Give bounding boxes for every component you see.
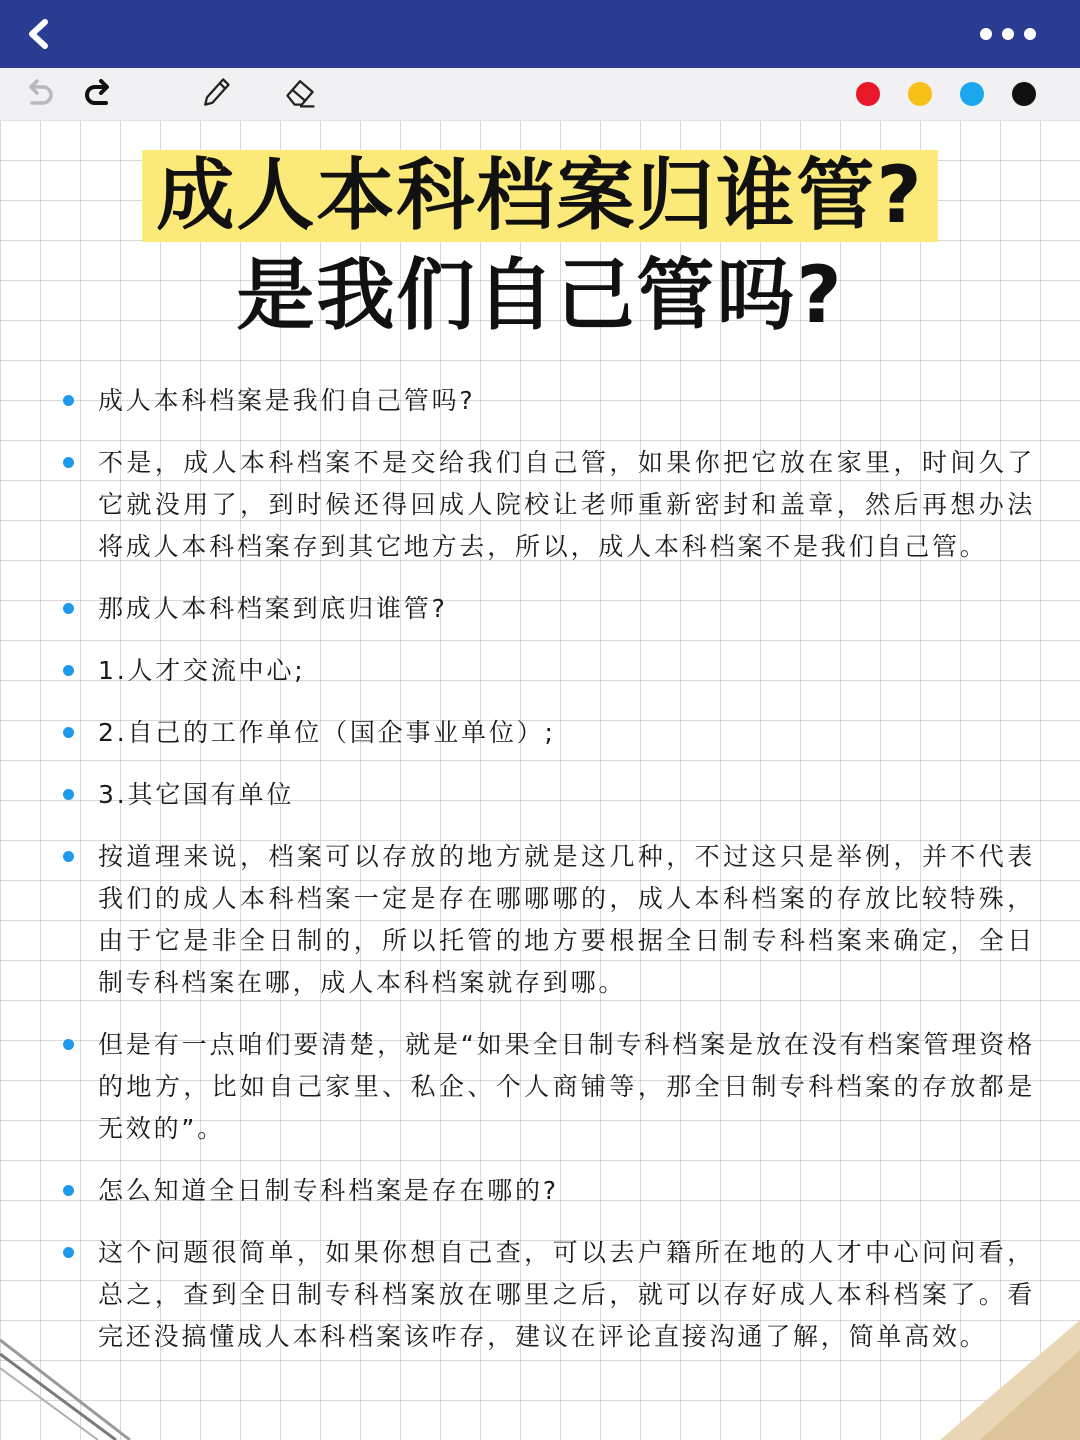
back-button[interactable] xyxy=(8,0,68,68)
color-blue-swatch[interactable] xyxy=(960,82,984,106)
more-options-button[interactable] xyxy=(980,0,1036,68)
list-item: 1.人才交流中心; xyxy=(60,650,1035,692)
list-item: 但是有一点咱们要清楚，就是“如果全日制专科档案是放在没有档案管理资格的地方，比如自己家里、私企、个人商铺等，那全日制专科档案的存放都是无效的”。 xyxy=(60,1024,1035,1150)
pencil-tool-button[interactable] xyxy=(198,74,234,110)
pencil-decoration-icon xyxy=(0,1330,140,1440)
content-list xyxy=(60,380,1035,1378)
list-item: 2.自己的工作单位（国企事业单位）; xyxy=(60,712,1035,754)
list-item: 怎么知道全日制专科档案是存在哪的? xyxy=(60,1170,1035,1212)
bullet-icon xyxy=(63,395,74,406)
more-dot-icon xyxy=(980,28,992,40)
list-item: 按道理来说，档案可以存放的地方就是这几种，不过这只是举例，并不代表我们的成人本科档案一定是存在哪哪哪的，成人本科档案的存放比较特殊，由于它是非全日制的，所以托管的地方要根据全日制专科档案来确定，全日制专科档案在哪，成人本科档案就存到哪。 xyxy=(60,836,1035,1004)
top-nav-bar xyxy=(0,0,1080,68)
list-item: 这个问题很简单，如果你想自己查，可以去户籍所在地的人才中心问问看，总之，查到全日制专科档案放在哪里之后，就可以存好成人本科档案了。看完还没搞懂成人本科档案该咋存，建议在评论直接沟通了解，简单高效。 xyxy=(60,1232,1035,1358)
bullet-icon xyxy=(63,665,74,676)
pencil-icon xyxy=(198,72,234,112)
bullet-icon xyxy=(63,851,74,862)
paper-corner-decoration-icon xyxy=(930,1310,1080,1440)
list-item: 3.其它国有单位 xyxy=(60,774,1035,816)
chevron-left-icon xyxy=(23,17,53,51)
color-red-swatch[interactable] xyxy=(856,82,880,106)
bullet-icon xyxy=(63,457,74,468)
eraser-icon xyxy=(282,72,318,112)
redo-icon xyxy=(81,77,115,111)
color-black-swatch[interactable] xyxy=(1012,82,1036,106)
list-item: 不是，成人本科档案不是交给我们自己管，如果你把它放在家里，时间久了它就没用了，到时候还得回成人院校让老师重新密封和盖章，然后再想办法将成人本科档案存到其它地方去，所以，成人本科档案不是我们自己管。 xyxy=(60,442,1035,568)
page-title-line-2: 是我们自己管吗? xyxy=(236,251,844,341)
more-dot-icon xyxy=(1002,28,1014,40)
undo-icon xyxy=(23,77,57,111)
bullet-icon xyxy=(63,727,74,738)
list-item: 成人本科档案是我们自己管吗? xyxy=(60,380,1035,422)
undo-button[interactable] xyxy=(22,76,58,112)
bullet-icon xyxy=(63,789,74,800)
list-item: 那成人本科档案到底归谁管? xyxy=(60,588,1035,630)
bullet-icon xyxy=(63,1185,74,1196)
color-yellow-swatch[interactable] xyxy=(908,82,932,106)
redo-button[interactable] xyxy=(80,76,116,112)
more-dot-icon xyxy=(1024,28,1036,40)
eraser-tool-button[interactable] xyxy=(282,74,318,110)
bullet-icon xyxy=(63,1039,74,1050)
title-block xyxy=(0,150,1080,342)
page-title-line-1: 成人本科档案归谁管? xyxy=(142,150,937,242)
bullet-icon xyxy=(63,1247,74,1258)
bullet-icon xyxy=(63,603,74,614)
